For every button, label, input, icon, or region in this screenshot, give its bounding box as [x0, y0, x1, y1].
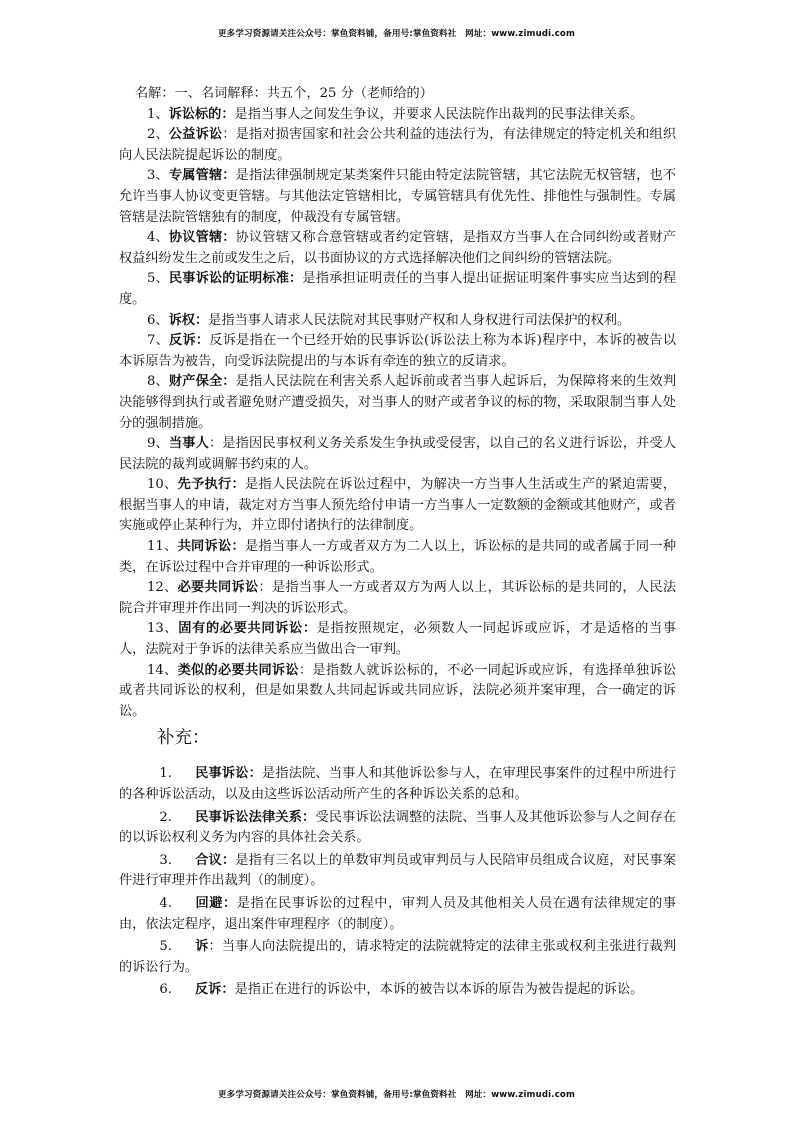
item-text: 是指人民法院在利害关系人起诉前或者当事人起诉后，为保障将来的生效判决能够得到执行或者避免财产遭受损失，对当事人的财产或者争议的标的物，采取限制当事人处分的强制措施。	[119, 374, 677, 431]
supplement-number: 5.	[159, 939, 172, 955]
item-number: 1、	[147, 106, 169, 122]
supplement-term: 民事诉讼：	[195, 766, 262, 782]
item-number: 7、	[147, 333, 170, 349]
supplement-text: 是指有三名以上的单数审判员或审判员与人民陪审员组成合议庭，对民事案件进行审理并作出裁判（的制度）。	[119, 852, 677, 889]
item-term: 共同诉讼：	[177, 539, 245, 555]
supplement-text: 是指法院、当事人和其他诉讼参与人，在审理民事案件的过程中所进行的各种诉讼活动，以及由这些诉讼活动所产生的各种诉讼关系的总和。	[119, 766, 677, 802]
definition-item	[119, 434, 676, 475]
item-text: 协议管辖又称合意管辖或者约定管辖，是指双方当事人在合同纠纷或者财产权益纠纷发生之前或发生之后，以书面协议的方式选择解决他们之间纠纷的管辖法院。	[119, 230, 677, 266]
item-term: 固有的必要共同诉讼：	[178, 621, 317, 637]
item-number: 14、	[147, 662, 178, 678]
supplement-term: 合议：	[195, 852, 236, 868]
definition-item	[119, 105, 676, 126]
intro-line: 名解：一、名词解释：共五个，25 分（老师给的）	[135, 86, 433, 101]
item-term: 民事诉讼的证明标准：	[168, 271, 303, 287]
supplement-item	[119, 980, 676, 1001]
item-term: 反诉：	[169, 333, 210, 349]
definitions-list	[119, 105, 676, 723]
item-term: 协议管辖：	[168, 230, 236, 246]
item-term: 先予执行：	[177, 477, 245, 493]
item-text: 是指人民法院在诉讼过程中，为解决一方当事人生活或生产的紧迫需要，根据当事人的申请，裁定对方当事人预先给付申请一方当事人一定数额的金额或其他财产，或者实施或停止某种行为，并立即付诸执行的法律制度。	[119, 477, 677, 534]
definition-item	[119, 578, 676, 619]
supplement-number: 6.	[159, 982, 172, 998]
item-text: ：是指因民事权利义务关系发生争执或受侵害，以自己的名义进行诉讼，并受人民法院的裁判或调解书约束的人。	[119, 436, 677, 472]
item-number: 2、	[147, 127, 169, 143]
supplement-term: 民事诉讼法律关系：	[195, 809, 316, 825]
item-number: 4、	[147, 230, 169, 246]
supplement-number: 3.	[159, 852, 172, 868]
item-text: 是指当事人一方或者双方为二人以上，诉讼标的是共同的或者属于同一种类，在诉讼过程中合并审理的一种诉讼形式。	[119, 539, 677, 575]
definition-item	[119, 269, 676, 310]
item-term: 当事人	[168, 436, 209, 452]
definition-item	[119, 331, 676, 372]
item-number: 9、	[147, 436, 169, 452]
item-term: 类似的必要共同诉讼	[177, 662, 299, 678]
item-term: 必要共同诉讼	[177, 580, 259, 596]
supplement-term: 回避：	[195, 895, 237, 911]
item-term: 诉讼标的：	[168, 106, 235, 122]
page-footer: 更多学习资源请关注公众号：掌鱼资料铺，备用号:掌鱼资料社 网址：www.zimudi.com	[217, 1090, 576, 1100]
supplement-number: 1.	[159, 766, 172, 782]
item-term: 诉权：	[168, 312, 209, 328]
definition-item	[119, 372, 676, 434]
item-text: 是指按照规定，必须数人一同起诉或应诉，才是适格的当事人，法院对于争诉的法律关系应当做出合一审判。	[119, 621, 676, 658]
item-number: 13、	[147, 621, 179, 637]
supplement-term: 反诉：	[195, 982, 235, 998]
supplement-item	[119, 764, 676, 805]
definition-item	[119, 166, 676, 228]
definition-item	[119, 475, 676, 537]
item-text: ：是指数人就诉讼标的，不必一同起诉或应诉，有选择单独诉讼或者共同诉讼的权利，但是如果数人共同起诉或共同应诉，法院必须并案审理，合一确定的诉讼。	[119, 662, 677, 719]
item-text: 是指法律强制规定某类案件只能由特定法院管辖，其它法院无权管辖，也不允许当事人协议变更管辖。与其他法定管辖相比，专属管辖具有优先性、排他性与强制性。专属管辖是法院管辖独有的制度，仲裁没有专属管辖。	[119, 168, 677, 225]
item-number: 10、	[147, 477, 178, 493]
definition-item	[119, 537, 676, 578]
item-text: 是指当事人之间发生争议，并要求人民法院作出裁判的民事法律关系。	[234, 106, 644, 122]
item-number: 11、	[147, 539, 178, 555]
item-number: 6、	[147, 312, 169, 328]
item-number: 12、	[147, 580, 178, 596]
supplement-text: 是指在民事诉讼的过程中，审判人员及其他相关人员在遇有法律规定的事由，依法定程序，退出案件审理程序（的制度）。	[119, 895, 677, 932]
definition-item	[119, 311, 676, 332]
item-text: 反诉是指在一个已经开始的民事诉讼(诉讼法上称为本诉)程序中，本诉的被告以本诉原告为被告，向受诉法院提出的与本诉有牵连的独立的反请求。	[119, 333, 677, 369]
item-text: ：是指对损害国家和社会公共利益的违法行为，有法律规定的特定机关和组织向人民法院提起诉讼的制度。	[119, 127, 677, 163]
item-number: 3、	[147, 168, 169, 184]
item-term: 财产保全：	[168, 374, 236, 390]
item-text: 是指承担证明责任的当事人提出证据证明案件事实应当达到的程度。	[119, 271, 677, 307]
supplement-number: 4.	[159, 895, 172, 911]
supplement-item	[119, 894, 676, 935]
definition-item	[119, 125, 676, 166]
item-number: 5、	[147, 271, 169, 287]
supplement-text: 是指正在进行的诉讼中，本诉的被告以本诉的原告为被告提起的诉讼。	[234, 982, 644, 998]
supplement-item	[119, 851, 676, 892]
supplement-item	[119, 808, 676, 849]
document-body	[119, 84, 676, 1003]
item-text: 是指当事人请求人民法院对其民事财产权和人身权进行司法保护的权利。	[208, 312, 631, 328]
supplement-list	[119, 764, 676, 1001]
definition-item	[119, 661, 676, 723]
supplement-term: 诉	[195, 939, 209, 955]
supplement-text: ：当事人向法院提出的，请求特定的法院就特定的法律主张或权利主张进行裁判的诉讼行为。	[119, 939, 677, 975]
item-term: 专属管辖：	[168, 168, 236, 184]
supplement-item	[119, 937, 676, 978]
supplement-number: 2.	[159, 809, 172, 825]
definition-item	[119, 619, 676, 660]
item-number: 8、	[147, 374, 169, 390]
supplement-text: 受民事诉讼法调整的法院、当事人及其他诉讼参与人之间存在的以诉讼权利义务为内容的具体社会关系。	[119, 809, 677, 846]
supplement-title: 补充：	[157, 728, 210, 749]
page-header: 更多学习资源请关注公众号：掌鱼资料铺，备用号:掌鱼资料社 网址：www.zimudi.com	[217, 29, 576, 39]
definition-item	[119, 228, 676, 269]
item-text: ：是指当事人一方或者双方为两人以上，其诉讼标的是共同的，人民法院合并审理并作出同一判决的诉讼形式。	[119, 580, 677, 616]
item-term: 公益诉讼	[168, 127, 223, 143]
